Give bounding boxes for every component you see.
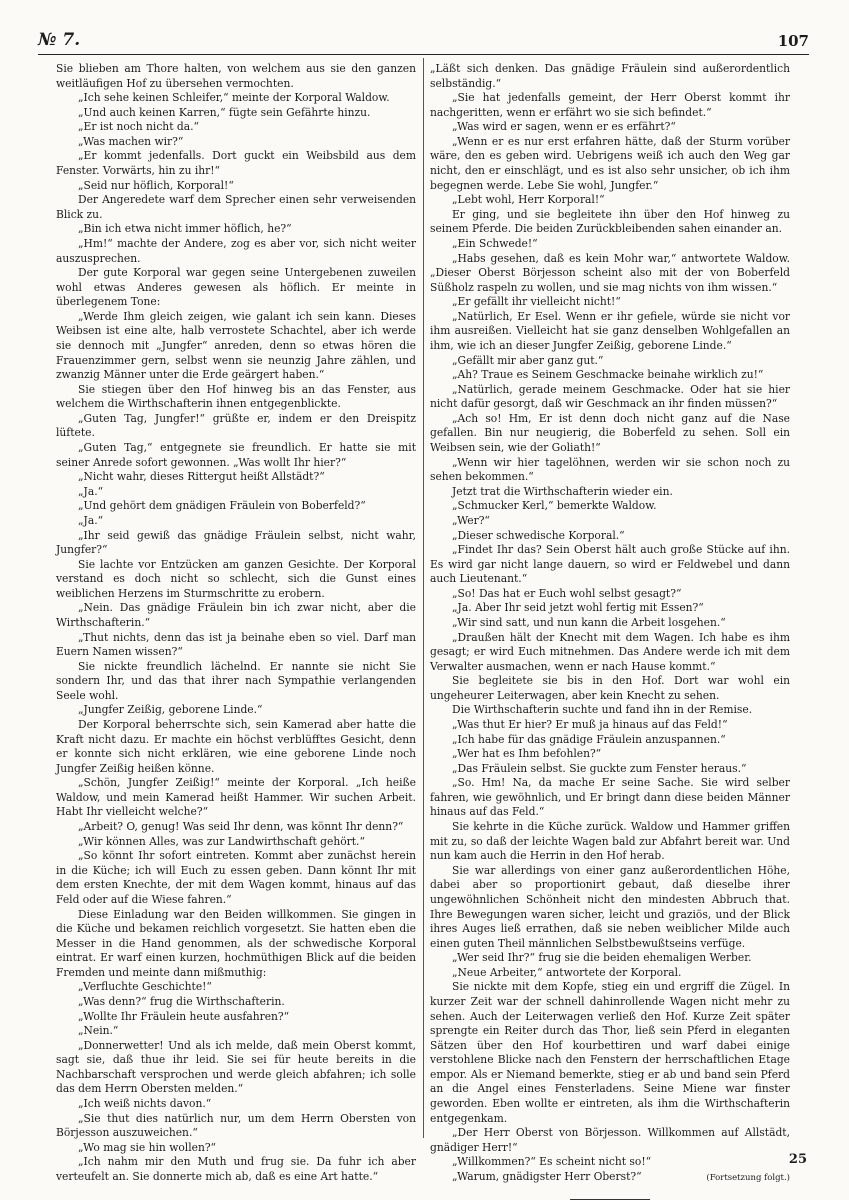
paragraph: „Ein Schwede!“ — [452, 236, 538, 250]
paragraph: „Er ist noch nicht da.“ — [78, 120, 199, 134]
paragraph: Die Wirthschafterin suchte und fand ihn in der Remise. — [452, 703, 753, 717]
page-header — [38, 30, 809, 55]
paragraph: „Wer?“ — [452, 513, 490, 527]
paragraph: „So! Das hat er Euch wohl selbst gesagt?“ — [452, 586, 682, 600]
paragraph: „Schön, Jungfer Zeißig!“ meinte der Korporal. „Ich heiße Waldow, und mein Kamerad heißt Hammer. Wir suchen Arbeit. Habt Ihr vielleicht welche?“ — [56, 776, 416, 819]
right-column-body — [430, 62, 790, 1185]
paragraph: Der gute Korporal war gegen seine Untergebenen zuweilen wohl etwas Anderes gewesen als höflich. Er meinte in überlegenem Tone: — [56, 266, 416, 309]
page-number: 107 — [777, 32, 809, 50]
paragraph: Der Angeredete warf dem Sprecher einen sehr verweisenden Blick zu. — [56, 193, 416, 221]
paragraph: „Wir sind satt, und nun kann die Arbeit losgehen.“ — [452, 615, 726, 629]
paragraph: „Er kommt jedenfalls. Dort guckt ein Weibsbild aus dem Fenster. Vorwärts, hin zu ihr!“ — [56, 149, 416, 178]
paragraph: „Nein.“ — [78, 1024, 119, 1038]
paragraph: „Willkommen?“ Es scheint nicht so!“ — [452, 1155, 652, 1169]
paragraph: „Ja. Aber Ihr seid jetzt wohl fertig mit Essen?“ — [452, 601, 704, 615]
paragraph: „Ah? Traue es Seinem Geschmacke beinahe wirklich zu!“ — [452, 368, 764, 382]
paragraph: Diese Einladung war den Beiden willkommen. Sie gingen in die Küche und bekamen reichlich vorgesetzt. Sie hatten eben die Messer in die Hand genommen, als der schwedische Korporal eintrat. Er warf einen kurzen, hochmüthigen Blick auf die beiden Fremden und meinte dann mißmuthig: — [56, 907, 416, 979]
paragraph: „Guten Tag,“ entgegnete sie freundlich. Er hatte sie mit seiner Anrede sofort gewonnen. „Was wollt Ihr hier?“ — [56, 441, 416, 469]
paragraph: Sie blieben am Thore halten, von welchem aus sie den ganzen weitläufigen Hof zu übersehen vermochten. — [56, 62, 416, 90]
column-divider — [423, 58, 424, 1138]
paragraph: „Und auch keinen Karren,“ fügte sein Gefährte hinzu. — [78, 105, 371, 119]
paragraph: „Ich sehe keinen Schleifer,“ meinte der Korporal Waldow. — [78, 91, 390, 105]
paragraph: „So könnt Ihr sofort eintreten. Kommt aber zunächst herein in die Küche; ich will Euch zu essen geben. Dann könnt Ihr mit dem ersten Knechte, der mit dem Wagen kommt, hinaus auf das Feld oder auf die Wiese fahren.“ — [56, 849, 416, 906]
paragraph: „Jungfer Zeißig, geborene Linde.“ — [78, 703, 263, 717]
paragraph: „Werde Ihm gleich zeigen, wie galant ich sein kann. Dieses Weibsen ist eine alte, halb verrostete Schachtel, aber ich werde sie dennoch mit „Jungfer“ anreden, denn so etwas hören die Frauenzimmer gern, selbst wenn sie neunzig Jahre zählen, und zwanzig Männer unter die Erde geärgert haben.“ — [56, 309, 416, 382]
paragraph: „Was denn?“ frug die Wirthschafterin. — [78, 995, 285, 1008]
paragraph: „Wer hat es Ihm befohlen?“ — [452, 747, 602, 761]
paragraph: „Wer seid Ihr?“ frug sie die beiden ehemaligen Werber. — [452, 951, 752, 965]
paragraph: „Ich nahm mir den Muth und frug sie. Da fuhr ich aber verteufelt an. Sie donnerte mich ab, daß es eine Art hatte.“ — [56, 1155, 416, 1183]
sheet-signature: 25 — [788, 1152, 807, 1167]
paragraph: „Läßt sich denken. Das gnädige Fräulein sind außerordentlich selbständig.“ — [430, 62, 790, 90]
paragraph: „Findet Ihr das? Sein Oberst hält auch große Stücke auf ihn. Es wird gar nicht lange dauern, so wird er Feldwebel und dann auch Lieutenant.“ — [430, 543, 790, 586]
paragraph: „Schmucker Kerl,“ bemerkte Waldow. — [452, 499, 657, 513]
paragraph: „Wo mag sie hin wollen?“ — [78, 1140, 217, 1154]
paragraph: „Ach so! Hm, Er ist denn doch nicht ganz auf die Nase gefallen. Bin nur neugierig, die Boberfeld zu sehen. Soll ein Weibsen sein, wie der Goliath!“ — [430, 411, 790, 455]
paragraph: „Warum, gnädigster Herr Oberst?“ — [452, 1169, 642, 1183]
paragraph: Sie nickte mit dem Kopfe, stieg ein und ergriff die Zügel. In kurzer Zeit war der schnell dahinrollende Wagen nicht mehr zu sehen. Auch der Leiterwagen verließ den Hof. Kurze Zeit später sprengte ein Reiter durch das Thor, ließ sein Pferd in eleganten Sätzen über den Hof kourbettiren und warf dabei einige verstohlene Blicke nach den Fenstern der herrschaftlichen Etage empor. Als er Niemand bemerkte, stieg er ab und band sein Pferd an die Angel eines Fensterladens. Seine Miene war finster geworden. Eben wollte er eintreten, als ihm die Wirthschafterin entgegenkam. — [430, 980, 790, 1125]
paragraph: „Was machen wir?“ — [78, 134, 184, 148]
paragraph: „Wenn er es nur erst erfahren hätte, daß der Sturm vorüber wäre, den es geben wird. Uebrigens weiß ich auch den Weg gar nicht, den er einschlägt, und es ist also sehr unsicher, ob ich ihm begegnen werde. Lebe Sie wohl, Jungfer.“ — [430, 134, 790, 192]
paragraph: „Wenn wir hier tagelöhnen, werden wir sie schon noch zu sehen bekommen.“ — [430, 455, 790, 484]
paragraph: „Hm!“ machte der Andere, zog es aber vor, sich nicht weiter auszusprechen. — [56, 236, 416, 265]
paragraph: „Sie hat jedenfalls gemeint, der Herr Oberst kommt ihr nachgeritten, wenn er erfährt wo sie sich befindet.“ — [430, 91, 790, 119]
paragraph: Er ging, und sie begleitete ihn über den Hof hinweg zu seinem Pferde. Die beiden Zurückbleibenden sahen einander an. — [430, 207, 790, 236]
paragraph: „Der Herr Oberst von Börjesson. Willkommen auf Allstädt, gnädiger Herr!“ — [430, 1126, 790, 1154]
paragraph: „Bin ich etwa nicht immer höflich, he?“ — [78, 222, 292, 236]
issue-number: № 7. — [38, 30, 81, 50]
paragraph: „So. Hm! Na, da mache Er seine Sache. Sie wird selber fahren, wie gewöhnlich, und Er bringt dann diese beiden Männer hinaus auf das Feld.“ — [430, 776, 790, 819]
paragraph: „Nein. Das gnädige Fräulein bin ich zwar nicht, aber die Wirthschafterin.“ — [56, 601, 416, 629]
paragraph: „Das Fräulein selbst. Sie guckte zum Fenster heraus.“ — [452, 761, 747, 775]
paragraph: „Was wird er sagen, wenn er es erfährt?“ — [452, 120, 676, 134]
paragraph: „Ich weiß nichts davon.“ — [78, 1097, 212, 1111]
left-column — [56, 62, 416, 1183]
paragraph: „Lebt wohl, Herr Korporal!“ — [452, 193, 605, 207]
paragraph: Sie begleitete sie bis in den Hof. Dort war wohl ein ungeheurer Leiterwagen, aber kein Knecht zu sehen. — [430, 674, 790, 702]
paragraph: „Ich habe für das gnädige Fräulein anzuspannen.“ — [452, 732, 726, 746]
paragraph: „Guten Tag, Jungfer!“ grüßte er, indem er den Dreispitz lüftete. — [56, 411, 416, 440]
paragraph: „Wollte Ihr Fräulein heute ausfahren?“ — [78, 1009, 290, 1023]
paragraph: „Er gefällt ihr vielleicht nicht!“ — [452, 295, 621, 309]
paragraph: „Arbeit? O, genug! Was seid Ihr denn, was könnt Ihr denn?“ — [78, 820, 404, 834]
paragraph: Der Korporal beherrschte sich, sein Kamerad aber hatte die Kraft nicht dazu. Er machte ein höchst verblüfftes Gesicht, denn er konnte sich nicht erklären, wie eine geborene Linde noch Jungfer Zeißig heißen könne. — [56, 718, 416, 775]
paragraph: „Gefällt mir aber ganz gut.“ — [452, 353, 604, 367]
continuation-note: (Fortsetzung folgt.) — [706, 1172, 790, 1183]
paragraph: „Ja.“ — [78, 513, 104, 527]
paragraph: „Ihr seid gewiß das gnädige Fräulein selbst, nicht wahr, Jungfer?“ — [56, 528, 416, 557]
paragraph: „Sie thut dies natürlich nur, um dem Herrn Obersten von Börjesson auszuweichen.“ — [56, 1111, 416, 1140]
paragraph: Sie nickte freundlich lächelnd. Er nannte sie nicht Sie sondern Ihr, und das that ihrer nach Sympathie verlangenden Seele wohl. — [56, 659, 416, 702]
paragraph: „Nicht wahr, dieses Rittergut heißt Allstädt?“ — [78, 470, 325, 484]
paragraph: „Verfluchte Geschichte!“ — [78, 980, 212, 994]
paragraph: „Natürlich, gerade meinem Geschmacke. Oder hat sie hier nicht dafür gesorgt, daß wir Geschmack an ihr finden müssen?“ — [430, 382, 790, 411]
paragraph: „Was thut Er hier? Er muß ja hinaus auf das Feld!“ — [452, 718, 728, 732]
paragraph: „Dieser schwedische Korporal.“ — [452, 528, 625, 542]
paragraph: Jetzt trat die Wirthschafterin wieder ein. — [452, 484, 673, 498]
paragraph: „Thut nichts, denn das ist ja beinahe eben so viel. Darf man Euern Namen wissen?“ — [56, 630, 416, 659]
right-column — [430, 62, 790, 1183]
paragraph: „Ja.“ — [78, 484, 104, 498]
paragraph: Sie war allerdings von einer ganz außerordentlichen Höhe, dabei aber so proportionirt gebaut, daß dieselbe ihrer ungewöhnlichen Schönheit nicht den mindesten Abbruch that. Ihre Bewegungen waren sicher, leicht und graziös, und der Blick ihres Auges ließ errathen, daß sie neben weiblicher Milde auch einen guten Theil männlichen Selbstbewußtseins verfüge. — [430, 863, 790, 950]
paragraph: „Natürlich, Er Esel. Wenn er ihr gefiele, würde sie nicht vor ihm ausreißen. Vielleicht hat sie ganz denselben Wohlgefallen an ihm, wie ich an dieser Jungfer Zeißig, geborene Linde.“ — [430, 309, 790, 352]
paragraph: Sie lachte vor Entzücken am ganzen Gesichte. Der Korporal verstand es doch nicht so schlecht, sich die Gunst eines weiblichen Herzens im Sturmschritte zu erobern. — [56, 557, 416, 600]
paragraph: „Draußen hält der Knecht mit dem Wagen. Ich habe es ihm gesagt; er wird Euch mitnehmen. Das Andere werde ich mit dem Verwalter ausmachen, wenn er nach Hause kommt.“ — [430, 630, 790, 673]
paragraph: „Neue Arbeiter,“ antwortete der Korporal. — [452, 965, 682, 979]
paragraph: Sie kehrte in die Küche zurück. Waldow und Hammer griffen mit zu, so daß der leichte Wagen bald zur Abfahrt bereit war. Und nun kam auch die Herrin in den Hof herab. — [430, 820, 790, 863]
paragraph: „Und gehört dem gnädigen Fräulein von Boberfeld?“ — [78, 499, 366, 513]
paragraph: „Wir können Alles, was zur Landwirthschaft gehört.“ — [78, 834, 365, 848]
paragraph: „Donnerwetter! Und als ich melde, daß mein Oberst kommt, sagt sie, daß thue ihr leid. Sie sei für heute bereits in die Nachbarschaft versprochen und werde gleich abfahren; ich solle das dem Herrn Obersten melden.“ — [56, 1038, 416, 1096]
paragraph: „Seid nur höflich, Korporal!“ — [78, 178, 234, 192]
paragraph: „Habs gesehen, daß es kein Mohr war,“ antwortete Waldow. „Dieser Oberst Börjesson scheint also mit der von Boberfeld Süßholz raspeln zu wollen, und sie mag nichts von ihm wissen.“ — [430, 251, 790, 294]
paragraph: Sie stiegen über den Hof hinweg bis an das Fenster, aus welchem die Wirthschafterin ihnen entgegenblickte. — [56, 382, 416, 411]
